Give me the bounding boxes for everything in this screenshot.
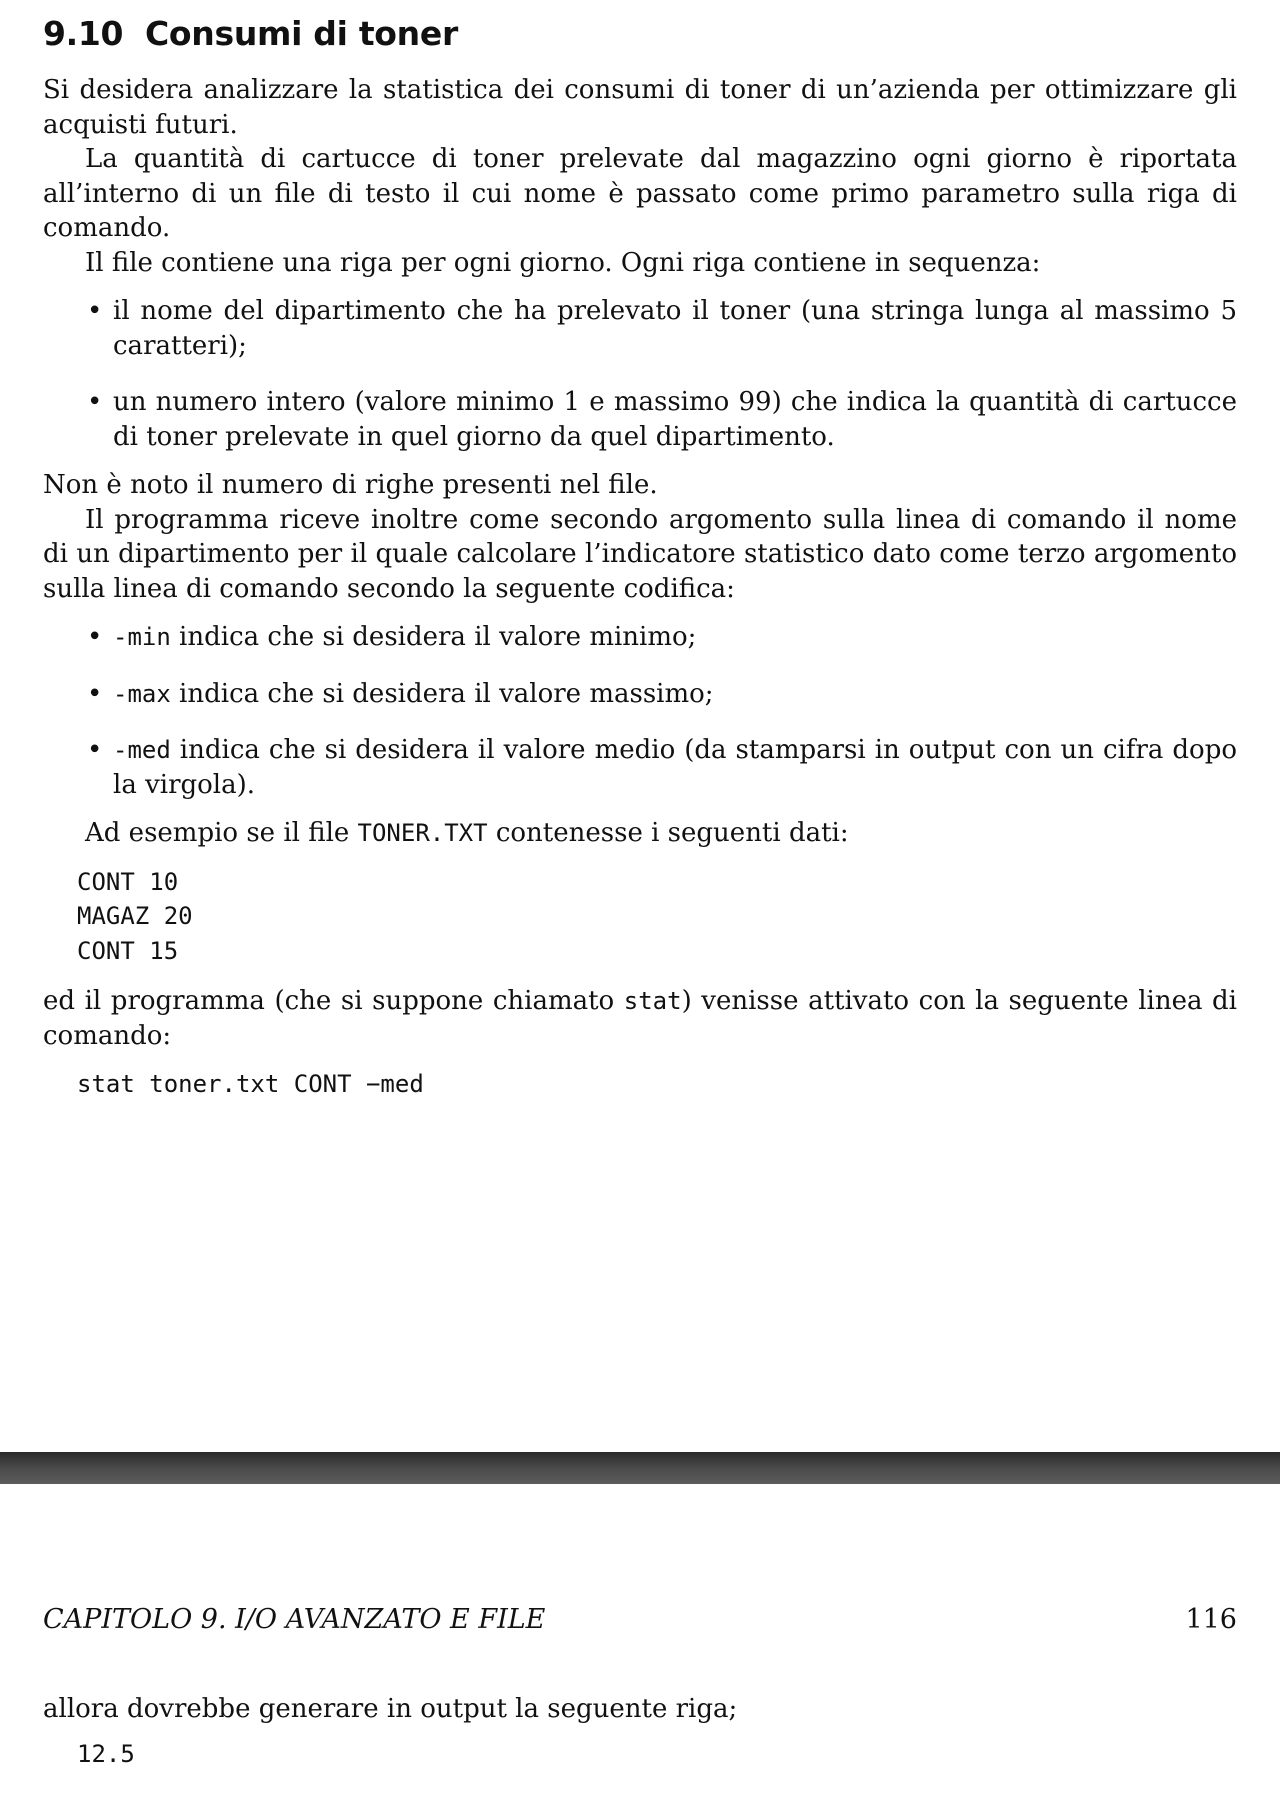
list-item <box>113 677 1237 712</box>
file-example-code: CONT 10 MAGAZ 20 CONT 15 <box>77 867 193 965</box>
list-item: • il nome del dipartimento che ha prelevato il toner (una stringa lunga al massimo 5 caratteri); <box>113 294 1237 363</box>
paragraph-row-count: Non è noto il numero di righe presenti nel file. <box>43 470 658 500</box>
filename-code: TONER.TXT <box>357 819 488 847</box>
command-example-code: stat toner.txt CONT −med <box>77 1070 424 1098</box>
page-content-continued <box>43 1692 1237 1787</box>
paragraph-output-intro: allora dovrebbe generare in output la seguente riga; <box>43 1694 738 1724</box>
page-content <box>43 14 1237 1118</box>
option-description: indica che si desidera il valore massimo; <box>170 678 714 709</box>
paragraph-line-format: Il file contiene una riga per ogni giorno. Ogni riga contiene in sequenza: <box>85 247 1041 278</box>
option-flag: -min <box>113 623 171 651</box>
list-item <box>113 620 1237 655</box>
paragraph-intro: Si desidera analizzare la statistica dei consumi di toner di un’azienda per ottimizzare gli acquisti futuri. <box>43 75 1237 140</box>
option-description: indica che si desidera il valore minimo; <box>170 622 697 652</box>
program-name-code: stat <box>623 987 682 1015</box>
section-number: 9.10 <box>43 14 124 53</box>
running-header: CAPITOLO 9. I/O AVANZATO E FILE <box>43 1604 546 1635</box>
paragraph-command-intro <box>43 984 1237 1053</box>
list-item: • un numero intero (valore minimo 1 e massimo 99) che indica la quantità di cartucce di toner prelevate in quel giorno da quel dipartimento. <box>113 385 1237 454</box>
options-list <box>43 620 1237 802</box>
line-fields-list <box>43 294 1237 454</box>
output-example-code: 12.5 <box>77 1739 135 1768</box>
paragraph-file-description: La quantità di cartucce di toner prelevate dal magazzino ogni giorno è riportata all’interno di un file di testo il cui nome è passato come primo parametro sulla riga di comando. <box>43 144 1237 243</box>
list-item <box>113 733 1237 802</box>
section-title <box>43 14 1237 53</box>
text-segment: contenesse i seguenti dati: <box>487 818 849 848</box>
section-title-text: Consumi di toner <box>145 14 458 53</box>
page-divider <box>0 1452 1280 1484</box>
text-segment: ed il programma (che si suppone chiamato <box>43 986 624 1016</box>
page-number: 116 <box>1185 1604 1237 1635</box>
option-description: indica che si desidera il valore medio (da stamparsi in output con un cifra dopo la virgola). <box>113 735 1237 800</box>
text-segment: Ad esempio se il file <box>85 818 358 848</box>
document-page-bottom <box>0 1484 1280 1798</box>
paragraph-example-intro <box>43 816 1237 851</box>
text-segment: ) venisse attivato con la seguente linea di comando: <box>43 986 1237 1051</box>
option-flag: -med <box>113 736 171 764</box>
paragraph-arguments: Il programma riceve inoltre come secondo argomento sulla linea di comando il nome di un dipartimento per il quale calcolare l’indicatore statistico dato come terzo argomento sulla linea di comando secondo la seguente codifica: <box>43 504 1237 604</box>
option-flag: -max <box>113 679 171 708</box>
